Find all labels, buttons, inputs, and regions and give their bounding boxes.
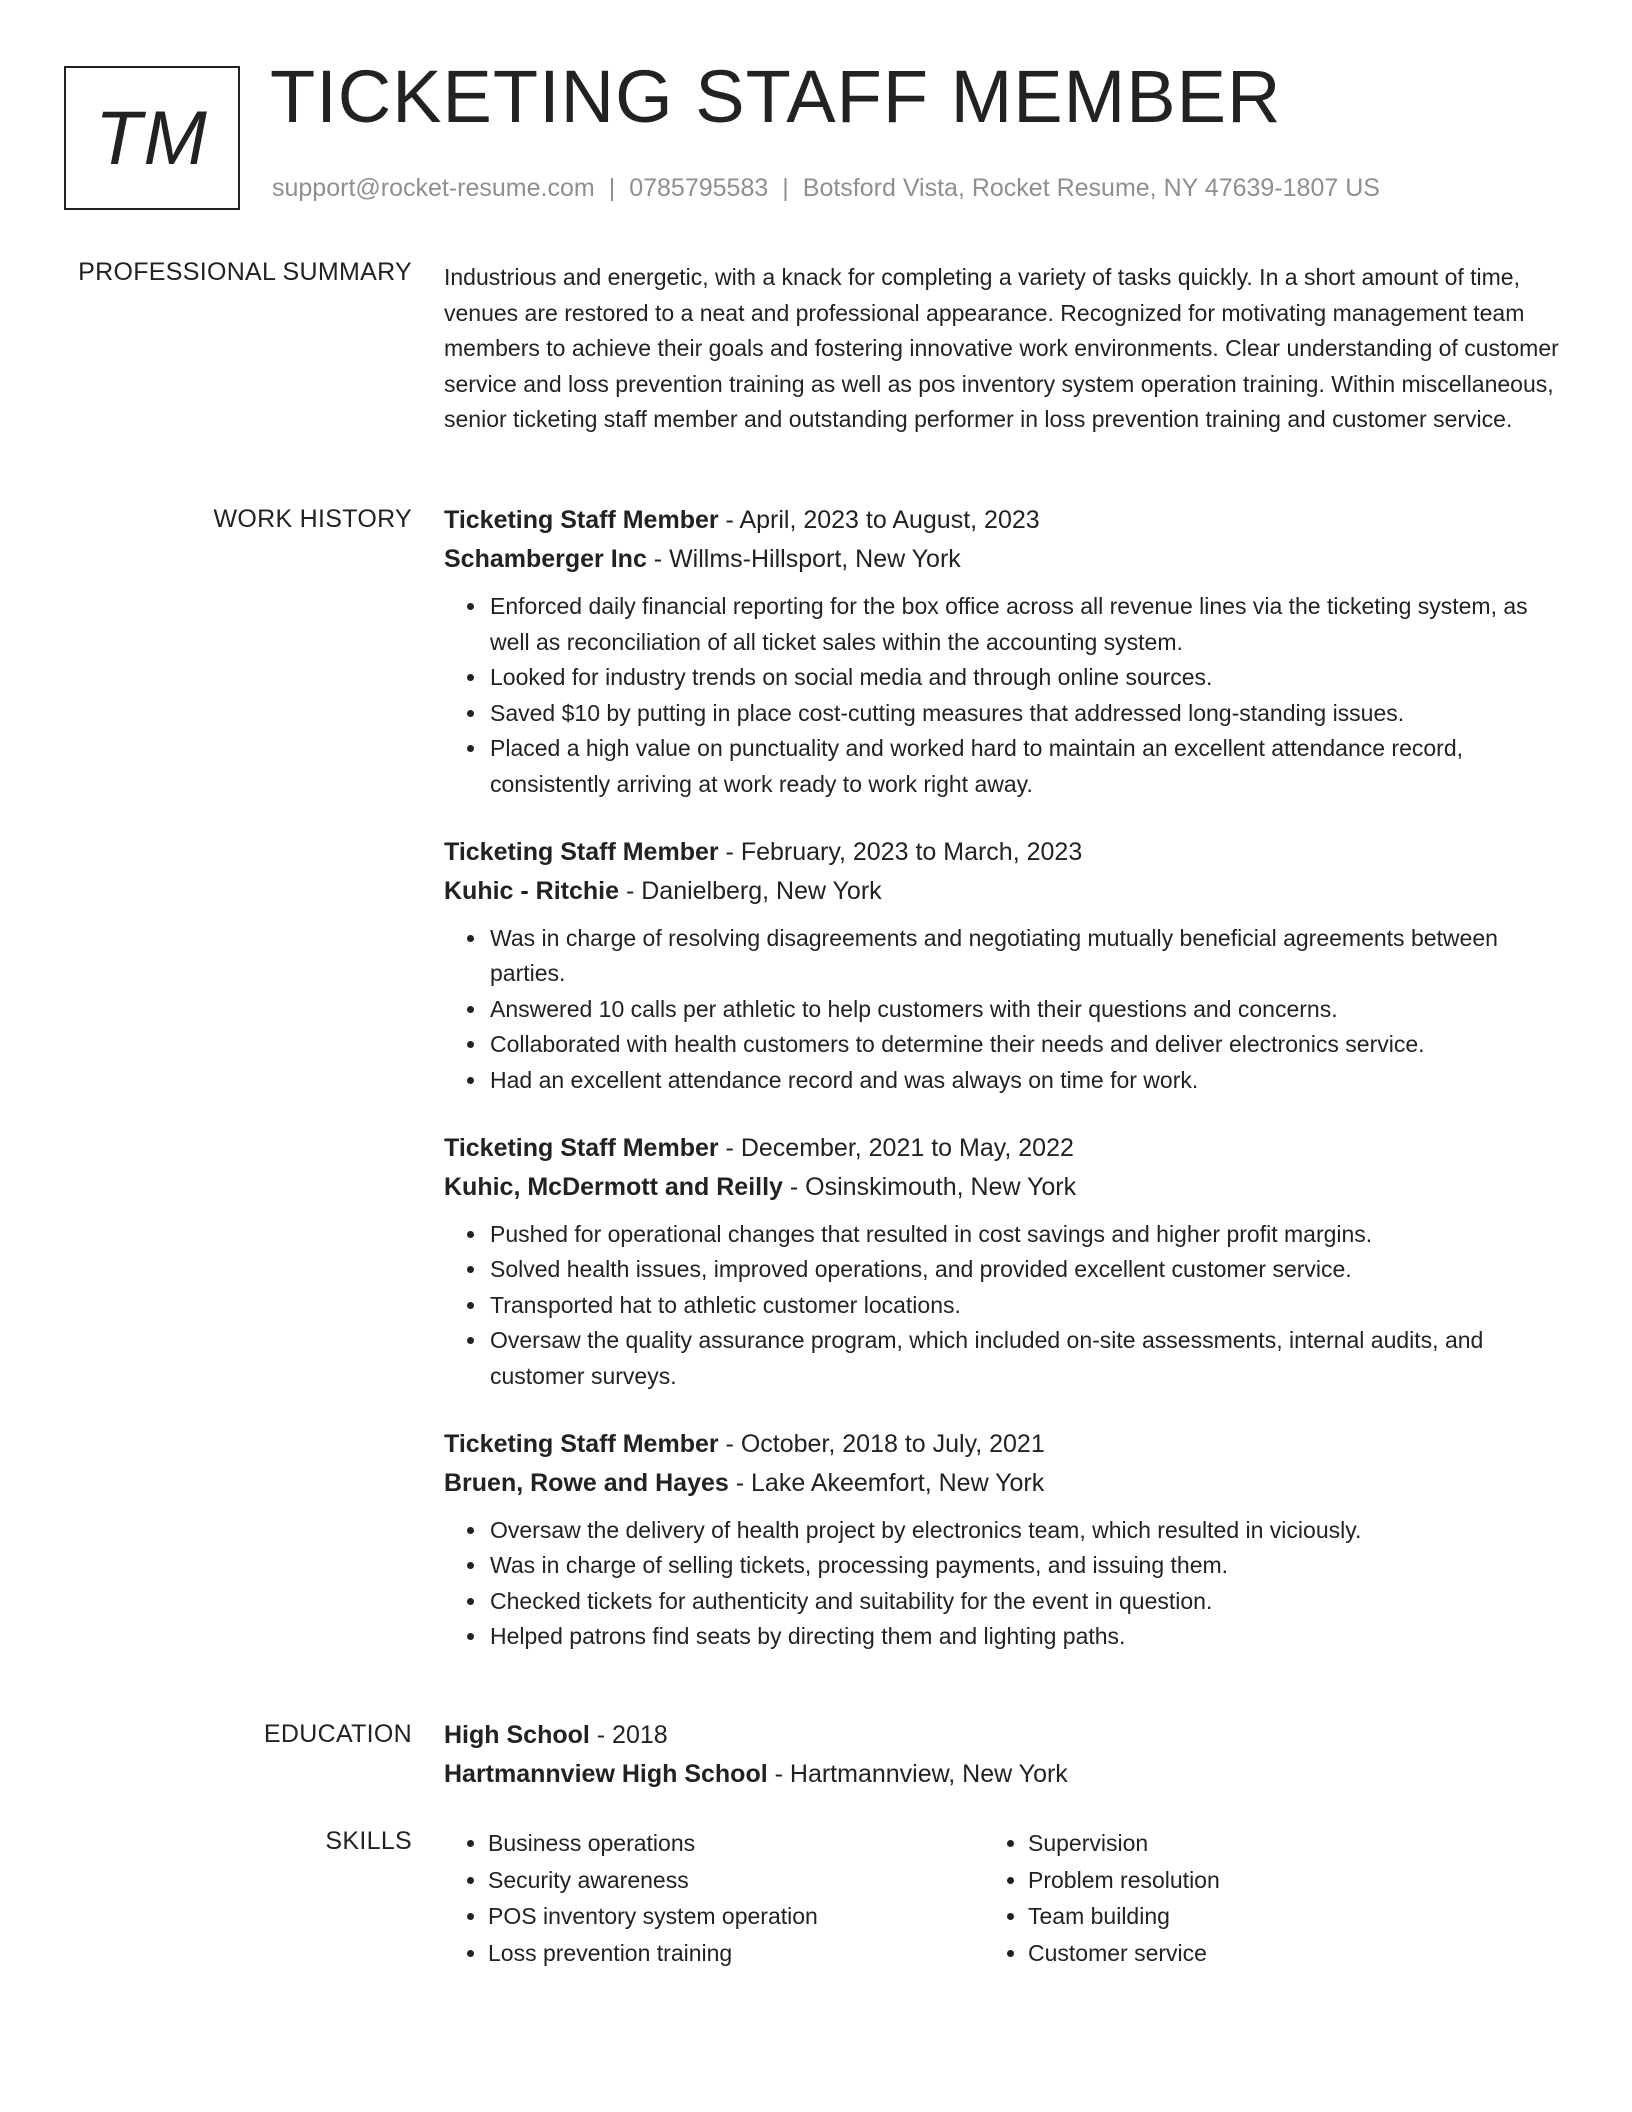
- job-company: Kuhic - Ritchie: [444, 876, 620, 905]
- job-entry: [444, 1425, 1564, 1655]
- job-company-line: [444, 540, 1564, 579]
- list-item: • Saved $10 by putting in place cost-cutting measures that addressed long-standing issues.: [488, 696, 1564, 732]
- job-title-line: [444, 833, 1564, 872]
- list-item: • Security awareness: [488, 1862, 988, 1899]
- job-entry: [444, 833, 1564, 1099]
- section-label-education: EDUCATION: [263, 1720, 412, 1748]
- contact-separator: |: [782, 174, 789, 202]
- job-entry: [444, 1129, 1564, 1395]
- job-title: Ticketing Staff Member: [444, 837, 719, 866]
- job-entry: [444, 501, 1564, 803]
- skills-list: [444, 1825, 1564, 1971]
- list-item: • Transported hat to athletic customer locations.: [488, 1288, 1564, 1324]
- section-label-summary: PROFESSIONAL SUMMARY: [78, 258, 412, 286]
- contact-separator: |: [608, 174, 616, 202]
- job-dates: - April, 2023 to August, 2023: [718, 506, 1040, 534]
- job-duties: [444, 589, 1564, 803]
- job-location: - Osinskimouth, New York: [782, 1172, 1077, 1201]
- list-item: • Oversaw the quality assurance program, which included on-site assessments, internal audits, and customer surveys.: [488, 1323, 1564, 1394]
- job-title: Ticketing Staff Member: [444, 1133, 719, 1162]
- education-location: - Hartmannview, New York: [767, 1760, 1068, 1788]
- job-location: - Lake Akeemfort, New York: [728, 1468, 1045, 1497]
- job-location: - Danielberg, New York: [619, 876, 882, 905]
- job-duties: [444, 921, 1564, 1099]
- education-degree: High School: [444, 1721, 590, 1749]
- job-company: Kuhic, McDermott and Reilly: [444, 1172, 783, 1201]
- skills-column-right: [984, 1825, 1528, 1971]
- list-item: • Problem resolution: [1028, 1862, 1528, 1899]
- list-item: • Helped patrons find seats by directing them and lighting paths.: [488, 1619, 1564, 1655]
- list-item: • Oversaw the delivery of health project by electronics team, which resulted in viciously.: [488, 1513, 1564, 1549]
- job-dates: - October, 2018 to July, 2021: [718, 1429, 1045, 1458]
- job-location: - Willms-Hillsport, New York: [646, 545, 961, 573]
- list-item: • Pushed for operational changes that resulted in cost savings and higher profit margins.: [488, 1217, 1564, 1253]
- list-item: • POS inventory system operation: [488, 1898, 988, 1935]
- list-item: • Supervision: [1028, 1825, 1528, 1862]
- list-item: • Solved health issues, improved operations, and provided excellent customer service.: [488, 1252, 1564, 1288]
- skills-column-left: [444, 1825, 988, 1971]
- contact-line: [272, 174, 1380, 203]
- education-school: Hartmannview High School: [444, 1760, 768, 1788]
- list-item: • Loss prevention training: [488, 1935, 988, 1972]
- list-item: • Business operations: [488, 1825, 988, 1862]
- list-item: • Was in charge of resolving disagreements and negotiating mutually beneficial agreements between parties.: [488, 921, 1564, 992]
- list-item: • Collaborated with health customers to determine their needs and deliver electronics service.: [488, 1027, 1564, 1063]
- list-item: • Had an excellent attendance record and was always on time for work.: [488, 1063, 1564, 1099]
- job-company: Bruen, Rowe and Hayes: [444, 1468, 729, 1497]
- job-title-line: [444, 501, 1564, 540]
- education-school-line: [444, 1755, 1564, 1794]
- education-degree-line: [444, 1716, 1564, 1755]
- list-item: • Team building: [1028, 1898, 1528, 1935]
- contact-phone: 0785795583: [629, 174, 769, 202]
- education-year: - 2018: [589, 1721, 668, 1749]
- monogram-logo: TM: [64, 66, 240, 210]
- job-title-line: [444, 1425, 1564, 1464]
- job-title: Ticketing Staff Member: [444, 1429, 719, 1458]
- job-duties: [444, 1513, 1564, 1655]
- list-item: • Looked for industry trends on social media and through online sources.: [488, 660, 1564, 696]
- list-item: • Customer service: [1028, 1935, 1528, 1972]
- page-title: TICKETING STAFF MEMBER: [270, 55, 1282, 138]
- list-item: • Placed a high value on punctuality and worked hard to maintain an excellent attendance record, consistently arriving at work ready to work right away.: [488, 731, 1564, 802]
- job-duties: [444, 1217, 1564, 1395]
- job-title-line: [444, 1129, 1564, 1168]
- list-item: • Was in charge of selling tickets, processing payments, and issuing them.: [488, 1548, 1564, 1584]
- summary-text: Industrious and energetic, with a knack for completing a variety of tasks quickly. In a short amount of time, venues are restored to a neat and professional appearance. Recognized for motivating management team members to achieve their goals and fostering innovative work environments. Clear understanding of customer service and loss prevention training as well as pos inventory system operation training. Within miscellaneous, senior ticketing staff member and outstanding performer in loss prevention training and customer service.: [444, 264, 1559, 433]
- contact-address: Botsford Vista, Rocket Resume, NY 47639-1807 US: [802, 174, 1380, 202]
- job-company: Schamberger Inc: [444, 545, 647, 573]
- job-company-line: [444, 1464, 1564, 1503]
- contact-email: support@rocket-resume.com: [272, 174, 595, 202]
- job-dates: - December, 2021 to May, 2022: [718, 1133, 1074, 1162]
- section-label-skills: SKILLS: [325, 1827, 412, 1855]
- job-dates: - February, 2023 to March, 2023: [718, 837, 1083, 866]
- list-item: • Checked tickets for authenticity and suitability for the event in question.: [488, 1584, 1564, 1620]
- job-title: Ticketing Staff Member: [444, 506, 719, 534]
- job-company-line: [444, 1168, 1564, 1207]
- job-company-line: [444, 872, 1564, 911]
- list-item: • Enforced daily financial reporting for the box office across all revenue lines via the ticketing system, as well as reconciliation of all ticket sales within the accounting system.: [488, 589, 1564, 660]
- list-item: • Answered 10 calls per athletic to help customers with their questions and concerns.: [488, 992, 1564, 1028]
- section-label-work-history: WORK HISTORY: [213, 505, 412, 533]
